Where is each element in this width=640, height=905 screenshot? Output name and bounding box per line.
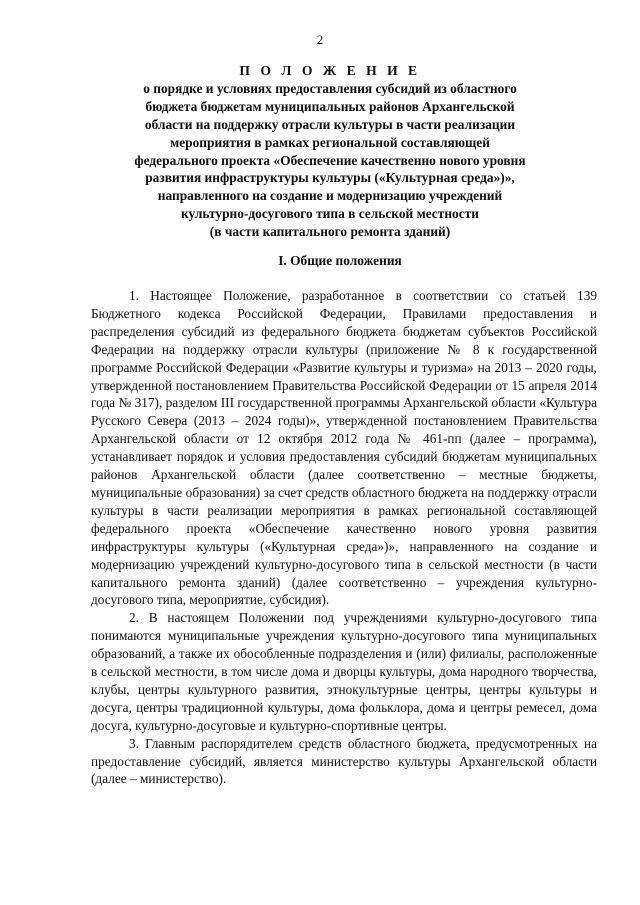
- document-title: П О Л О Ж Е Н И Е: [239, 63, 421, 78]
- section-heading: I. Общие положения: [278, 253, 402, 268]
- title-line: бюджета бюджетам муниципальных районов Архангельской: [145, 98, 515, 114]
- title-line: (в части капитального ремонта зданий): [209, 224, 451, 240]
- paragraph-3: 3. Главным распорядителем средств областного бюджета, предусмотренных на предоставление субсидий, является министерство культуры Архангельской области (далее – министерство).: [91, 735, 597, 787]
- paragraph-2: 2. В настоящем Положении под учреждениями культурно-досугового типа понимаются муниципальные учреждения культурно-досугового типа муниципальных образований, а также их обособленные подразделения и (или) филиалы, расположенные в сельской местности, в том числе дома и дворцы культуры, дома народного творчества, клубы, центры культурного развития, этнокультурные центры, центры культуры и досуга, центры традиционной культуры, дома фольклора, дома и центры ремесел, дома досуга, культурно-досуговые и культурно-спортивные центры.: [91, 610, 597, 733]
- title-line: федерального проекта «Обеспечение качественно нового уровня: [134, 152, 526, 168]
- title-line: развития инфраструктуры культуры («Культурная среда»)»,: [145, 170, 515, 186]
- title-line: направленного на создание и модернизацию учреждений: [157, 188, 503, 204]
- document-body: [91, 287, 597, 788]
- title-line: культурно-досугового типа в сельской местности: [181, 206, 479, 222]
- page-number: 2: [316, 32, 324, 47]
- title-line: о порядке и условиях предоставления субсидий из областного: [143, 80, 517, 96]
- paragraph-1: 1. Настоящее Положение, разработанное в соответствии со статьей 139 Бюджетного кодекса Российской Федерации, Правилами предоставления и распределения субсидий из федерального бюджета бюджетам субъектов Российской Федерации на поддержку отрасли культуры (приложение № 8 к государственной программе Российской Федерации «Развитие культуры и туризма» на 2013 – 2020 годы, утвержденной постановлением Правительства Российской Федерации от 15 апреля 2014 года № 317), разделом III государственной программы Архангельской области «Культура Русского Севера (2013 – 2024 годы)», утвержденной постановлением Правительства Архангельской области от 12 октября 2012 года № 461-пп (далее – программа), устанавливает порядок и условия предоставления субсидий бюджетам муниципальных районов Архангельской области (далее соответственно – местные бюджеты, муниципальные образования) за счет средств областного бюджета на поддержку отрасли культуры в части реализации мероприятия в рамках региональной составляющей федерального проекта «Обеспечение качественно нового уровня развития инфраструктуры культуры («Культурная среда»)», направленного на создание и модернизацию учреждений культурно-досугового типа в сельской местности (в части капитального ремонта зданий) (далее соответственно – учреждения культурно-досугового типа, мероприятие, субсидия).: [91, 288, 597, 608]
- title-line: мероприятия в рамках региональной составляющей: [170, 134, 490, 150]
- document-title-block: [110, 62, 550, 241]
- title-line: области на поддержку отрасли культуры в части реализации: [144, 116, 516, 132]
